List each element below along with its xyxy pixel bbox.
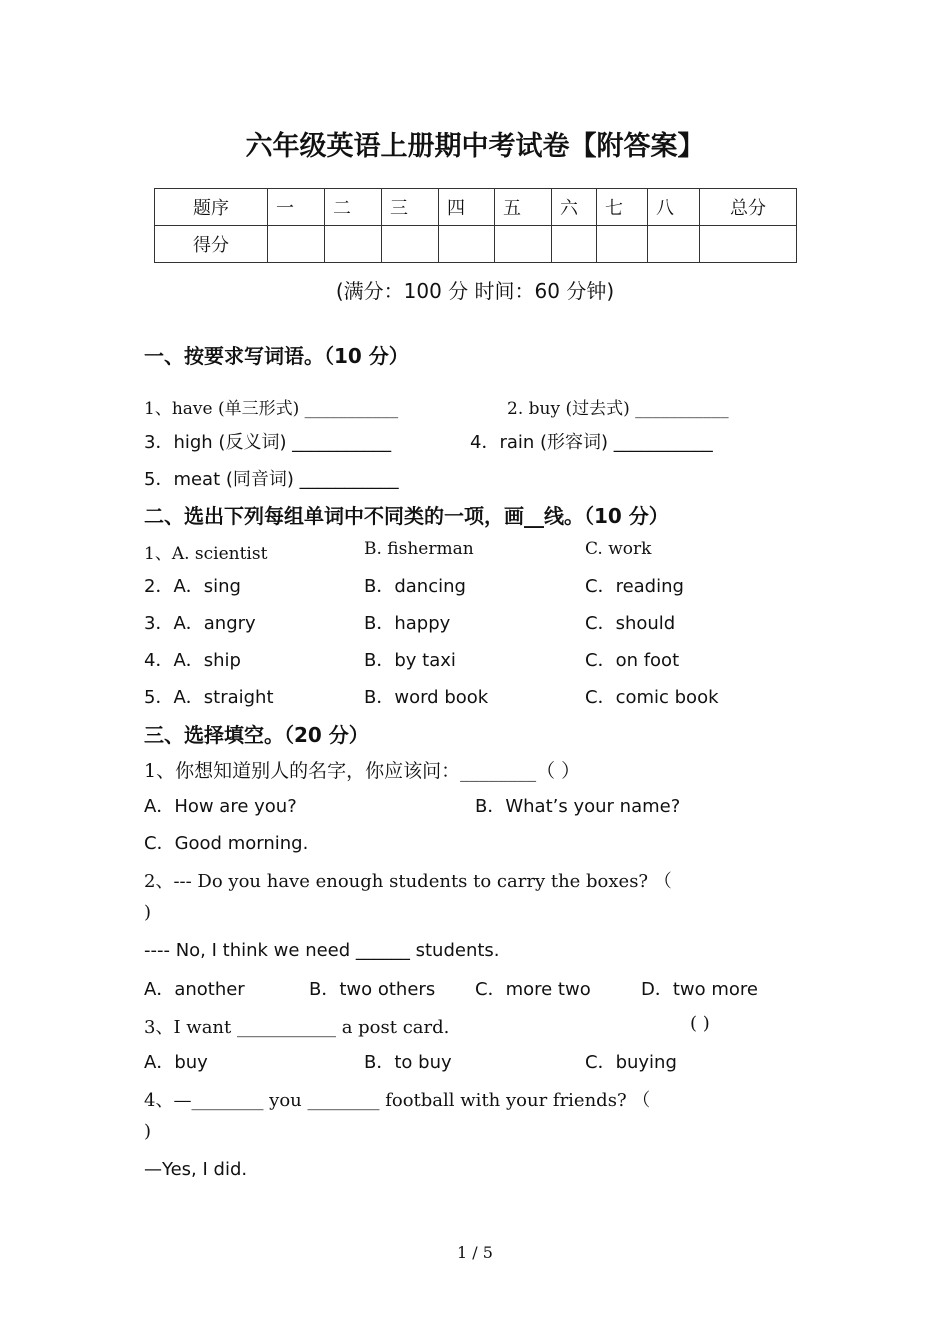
score-cell[interactable] [648, 226, 700, 263]
section2-option: C．on foot [585, 650, 680, 671]
section2-option: B．word book [364, 687, 489, 708]
section2-option: 2．A．sing [144, 576, 241, 597]
q3-option-b: B．to buy [364, 1052, 452, 1073]
q2-option-d: D．two more [641, 979, 758, 1000]
score-table-header-row [155, 189, 797, 226]
page-number: 1 / 5 [457, 1243, 493, 1262]
score-cell[interactable] [495, 226, 552, 263]
score-header-cell: 五 [495, 189, 552, 226]
score-cell[interactable] [325, 226, 382, 263]
score-table [154, 188, 797, 263]
page-title: 六年级英语上册期中考试卷【附答案】 [245, 131, 705, 162]
q2-option-a: A．another [144, 979, 245, 1000]
score-header-cell: 七 [597, 189, 648, 226]
score-header-cell: 总分 [700, 189, 797, 226]
score-table-score-row [155, 226, 797, 263]
q4-stem: 4、—________ you ________ football with your friends? （ [144, 1090, 651, 1111]
section2-option: C．should [585, 613, 676, 634]
score-row-label: 得分 [155, 226, 268, 263]
section2-option: C．reading [585, 576, 684, 597]
section1-heading: 一、按要求写词语。（10 分） [144, 344, 409, 368]
section2-option: 1、A. scientist [144, 544, 268, 564]
score-header-cell: 三 [382, 189, 439, 226]
q2-stem: 2、--- Do you have enough students to carry the boxes? （ [144, 871, 672, 892]
section2-option: B．by taxi [364, 650, 456, 671]
score-cell[interactable] [552, 226, 597, 263]
section2-option: B．happy [364, 613, 451, 634]
section2-option: B. fisherman [364, 539, 474, 559]
section1-item-5: 5．meat (同音词) ___________ [144, 469, 399, 490]
q2-option-b: B．two others [309, 979, 436, 1000]
q4-answer: —Yes, I did. [144, 1159, 248, 1180]
section2-option: 4．A．ship [144, 650, 241, 671]
score-cell[interactable] [597, 226, 648, 263]
q3-option-a: A．buy [144, 1052, 208, 1073]
score-header-cell: 八 [648, 189, 700, 226]
q1-option-a: A．How are you? [144, 796, 297, 817]
section2-option: B．dancing [364, 576, 466, 597]
section2-option: C．comic book [585, 687, 719, 708]
q2-stem-cont: ) [144, 902, 152, 923]
section2-option: C. work [585, 539, 652, 559]
score-cell[interactable] [439, 226, 495, 263]
q4-stem-cont: ) [144, 1121, 152, 1142]
score-header-cell: 题序 [155, 189, 268, 226]
score-cell[interactable] [268, 226, 325, 263]
q1-option-c: C．Good morning. [144, 833, 309, 854]
section2-option: 3．A．angry [144, 613, 256, 634]
section1-item-3: 3．high (反义词) ___________ [144, 432, 392, 453]
q3-stem: 3、I want ___________ a post card. [144, 1017, 450, 1038]
q2-line2: ---- No, I think we need ______ students. [144, 940, 500, 961]
q3-answer-paren: ( ) [690, 1013, 710, 1034]
section1-item-1: 1、have (单三形式) ___________ [144, 399, 399, 419]
score-cell[interactable] [382, 226, 439, 263]
section1-item-2: 2. buy (过去式) ___________ [507, 399, 729, 419]
score-header-cell: 六 [552, 189, 597, 226]
full-mark-info: (满分：100 分 时间：60 分钟) [335, 279, 615, 303]
section2-option: 5．A．straight [144, 687, 274, 708]
score-header-cell: 二 [325, 189, 382, 226]
q1-option-b: B．What’s your name? [475, 796, 681, 817]
q2-option-c: C．more two [475, 979, 591, 1000]
section2-heading: 二、选出下列每组单词中不同类的一项，画__线。（10 分） [144, 504, 669, 528]
score-cell[interactable] [700, 226, 797, 263]
score-header-cell: 一 [268, 189, 325, 226]
q3-option-c: C．buying [585, 1052, 677, 1073]
q1-stem: 1、你想知道别人的名字，你应该问：________（ ） [144, 760, 581, 782]
score-header-cell: 四 [439, 189, 495, 226]
section1-item-4: 4．rain (形容词) ___________ [470, 432, 713, 453]
section3-heading: 三、选择填空。（20 分） [144, 723, 369, 747]
